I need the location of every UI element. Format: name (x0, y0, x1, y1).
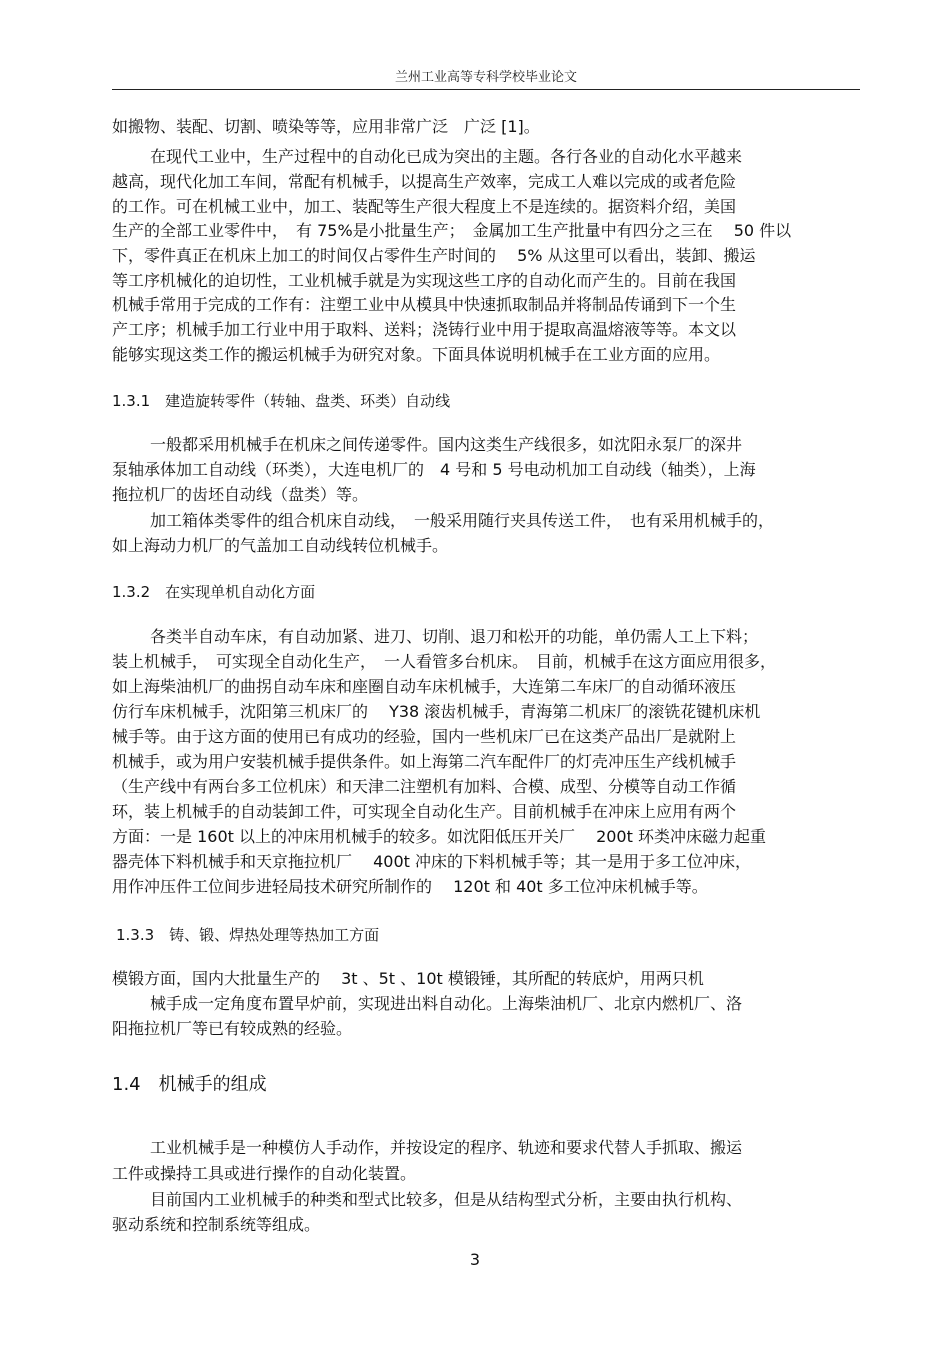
text-line: 拖拉机厂的齿坯自动线（盘类）等。 (112, 485, 369, 504)
text-line: 生产的全部工业零件中， 有 75%是小批量生产； 金属加工生产批量中有四分之三在 50 件以 (112, 221, 792, 240)
text-line: 器壳体下料机械手和天京拖拉机厂 400t 冲床的下料机械手等；其一是用于多工位冲床， (112, 852, 751, 871)
section-heading: 1.3.3 铸、锻、焊热处理等热加工方面 (116, 926, 380, 944)
text-line: 各类半自动车床，有自动加紧、进刀、切削、退刀和松开的功能，单仍需人工上下料； (150, 627, 759, 646)
text-line: 如上海柴油机厂的曲拐自动车床和座圈自动车床机械手，大连第二车床厂的自动循环液压 (112, 677, 737, 696)
text-line: 机械手，或为用户安装机械手提供条件。如上海第二汽车配件厂的灯壳冲压生产线机械手 (112, 752, 737, 771)
text-line: 泵轴承体加工自动线（环类），大连电机厂的 4 号和 5 号电动机加工自动线（轴类），上海 (112, 460, 756, 479)
text-line: 模锻方面，国内大批量生产的 3t 、5t 、10t 模锻锤，其所配的转底炉，用两只机 (112, 969, 704, 988)
text-line: 环，装上机械手的自动装卸工件，可实现全自动化生产。目前机械手在冲床上应用有两个 (112, 802, 737, 821)
running-header: 兰州工业高等专科学校毕业论文 (394, 70, 577, 85)
text-line: 的工作。可在机械工业中，加工、装配等生产很大程度上不是连续的。据资料介绍，美国 (112, 197, 737, 216)
text-line: 下，零件真正在机床上加工的时间仅占零件生产时间的 5% 从这里可以看出，装卸、搬运 (112, 246, 756, 265)
text-line: 仿行车床机械手，沈阳第三机床厂的 Y38 滚齿机械手，青海第二机床厂的滚铣花键机床机 (112, 702, 761, 721)
text-line: 一般都采用机械手在机床之间传递零件。国内这类生产线很多，如沈阳永泵厂的深井 (150, 435, 743, 454)
text-line: 等工序机械化的迫切性，工业机械手就是为实现这些工序的自动化而产生的。目前在我国 (112, 271, 737, 290)
text-line: 越高，现代化加工车间，常配有机械手，以提高生产效率，完成工人难以完成的或者危险 (112, 172, 737, 191)
section-heading: 1.3.2 在实现单机自动化方面 (112, 583, 316, 601)
page-number: 3 (469, 1250, 481, 1269)
text-line: （生产线中有两台多工位机床）和天津二注塑机有加料、合模、成型、分模等自动工作循 (112, 777, 737, 796)
text-line: 机械手常用于完成的工作有：注塑工业中从模具中快速抓取制品并将制品传诵到下一个生 (112, 295, 737, 314)
chapter-heading: 1.4 机械手的组成 (112, 1074, 267, 1095)
text-line: 如上海动力机厂的气盖加工自动线转位机械手。 (112, 536, 449, 555)
text-line: 驱动系统和控制系统等组成。 (112, 1215, 321, 1234)
text-line: 装上机械手， 可实现全自动化生产， 一人看管多台机床。 目前，机械手在这方面应用很多， (112, 652, 777, 671)
text-line: 械手等。由于这方面的使用已有成功的经验，国内一些机床厂已在这类产品出厂是就附上 (112, 727, 737, 746)
text-line: 用作冲压件工位间步进轻局技术研究所制作的 120t 和 40t 多工位冲床机械手等。 (112, 877, 708, 896)
text-line: 如搬物、装配、切割、喷染等等，应用非常广泛 广泛 [1]。 (112, 117, 540, 136)
text-line: 能够实现这类工作的搬运机械手为研究对象。下面具体说明机械手在工业方面的应用。 (112, 345, 721, 364)
text-line: 工件或操持工具或进行操作的自动化装置。 (112, 1164, 417, 1183)
text-line: 在现代工业中，生产过程中的自动化已成为突出的主题。各行各业的自动化水平越来 (150, 147, 743, 166)
text-line: 阳拖拉机厂等已有较成熟的经验。 (112, 1019, 353, 1038)
text-line: 目前国内工业机械手的种类和型式比较多，但是从结构型式分析，主要由执行机构、 (150, 1190, 743, 1209)
section-heading: 1.3.1 建造旋转零件（转轴、盘类、环类）自动线 (112, 392, 451, 410)
text-line: 械手成一定角度布置早炉前，实现进出料自动化。上海柴油机厂、北京内燃机厂、洛 (150, 994, 743, 1013)
header-rule (112, 89, 860, 90)
text-line: 工业机械手是一种模仿人手动作，并按设定的程序、轨迹和要求代替人手抓取、搬运 (150, 1138, 743, 1157)
text-line: 产工序；机械手加工行业中用于取料、送料；浇铸行业中用于提取高温熔液等等。本文以 (112, 320, 737, 339)
text-line: 加工箱体类零件的组合机床自动线， 一般采用随行夹具传送工件， 也有采用机械手的， (150, 511, 775, 530)
text-line: 方面：一是 160t 以上的冲床用机械手的较多。如沈阳低压开关厂 200t 环类冲床磁力起重 (112, 827, 766, 846)
